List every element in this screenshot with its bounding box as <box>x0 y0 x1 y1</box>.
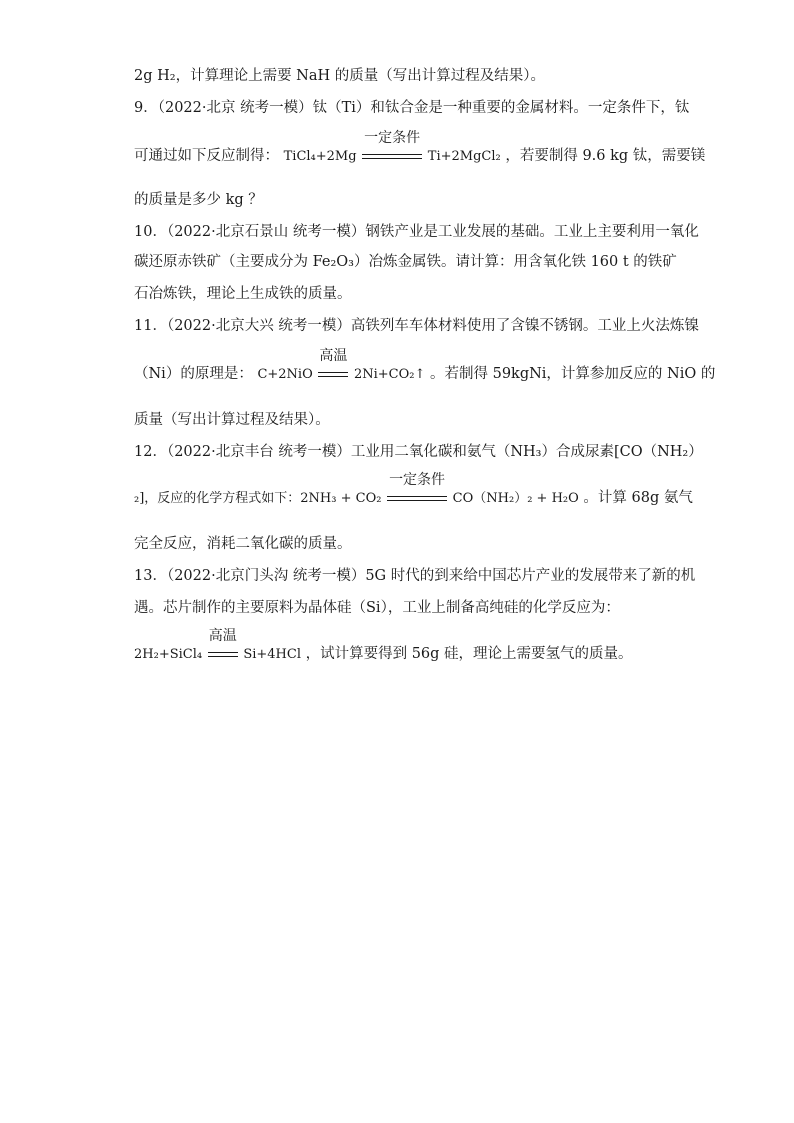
q13-equation-left: 2H₂+SiCl₄ <box>134 647 203 662</box>
q11-equation-left: C+2NiO <box>257 367 313 382</box>
q10-line-3 <box>134 284 674 304</box>
q8-tail: 2g H₂，计算理论上需要 NaH 的质量（写出计算过程及结果）。 <box>134 68 546 84</box>
q12-line-1 <box>134 442 703 462</box>
q12-text: 12．（2022·北京丰台 统考一模）工业用二氧化碳和氨气（NH₃）合成尿素[CO（NH₂） <box>134 444 703 460</box>
q12-text-end: 完全反应，消耗二氧化碳的质量。 <box>134 536 352 552</box>
q9-line-2 <box>134 130 706 167</box>
q13-text: 13．（2022·北京门头沟 统考一模）5G 时代的到来给中国芯片产业的发展带来了新的机 <box>134 568 696 584</box>
q9-condition: 一定条件 <box>364 130 421 146</box>
q12-equation-right: CO（NH₂）₂ + H₂O <box>452 491 579 506</box>
q10-text-3: 石冶炼铁，理论上生成铁的质量。 <box>134 286 352 302</box>
q13-text-2: 遇。芯片制作的主要原料为晶体硅（Si），工业上制备高纯硅的化学反应为： <box>134 600 620 616</box>
q11-line-2 <box>134 348 716 385</box>
q9-reaction-arrow <box>362 130 422 166</box>
q13-line-3 <box>134 628 674 665</box>
q10-line-2 <box>134 252 677 272</box>
q10-text: 10．（2022·北京石景山 统考一模）钢铁产业是工业发展的基础。工业上主要利用一氧化 <box>134 224 699 240</box>
q10-line-1 <box>134 222 699 242</box>
q9-line-1 <box>134 98 690 118</box>
q12-line-2 <box>134 472 693 509</box>
q10-text-2: 碳还原赤铁矿（主要成分为 Fe₂O₃）冶炼金属铁。请计算：用含氧化铁 160 t 的铁矿 <box>134 254 677 270</box>
q13-condition: 高温 <box>208 628 237 644</box>
q12-text-post: 。计算 68g 氨气 <box>583 490 693 506</box>
q11-text: 11．（2022·北京大兴 统考一模）高铁列车车体材料使用了含镍不锈钢。工业上火法炼镍 <box>134 318 699 334</box>
q11-condition: 高温 <box>319 348 348 364</box>
q11-text-pre: （Ni）的原理是： <box>134 366 253 382</box>
text-line <box>134 66 674 86</box>
q12-text-pre: ₂]，反应的化学方程式如下：2NH₃ + CO₂ <box>134 491 382 506</box>
q9-equation-left: TiCl₄+2Mg <box>283 149 357 164</box>
equals-bar <box>318 372 348 377</box>
q13-reaction-arrow <box>208 628 238 664</box>
q12-condition: 一定条件 <box>389 472 446 488</box>
q9-equation-right: Ti+2MgCl₂ <box>427 149 501 164</box>
q11-text-end: 质量（写出计算过程及结果）。 <box>134 412 330 428</box>
q11-line-1 <box>134 316 699 336</box>
q11-reaction-arrow <box>318 348 348 384</box>
q13-line-1 <box>134 566 696 586</box>
q11-equation-right: 2Ni+CO₂↑ <box>353 367 426 382</box>
q9-text-post: ，若要制得 9.6 kg 钛，需要镁 <box>505 148 706 164</box>
q9-text: 9．（2022·北京 统考一模）钛（Ti）和钛合金是一种重要的金属材料。一定条件下，钛 <box>134 100 690 116</box>
q11-line-3 <box>134 410 674 430</box>
q13-equation-right: Si+4HCl <box>243 647 301 662</box>
q13-text-post: ，试计算要得到 56g 硅，理论上需要氢气的质量。 <box>305 646 633 662</box>
equals-bar <box>362 154 422 159</box>
q12-reaction-arrow <box>387 472 447 508</box>
q9-line-3 <box>134 190 674 210</box>
q9-text-end: 的质量是多少 kg ？ <box>134 192 263 208</box>
equals-bar <box>387 496 447 501</box>
q12-line-3 <box>134 534 674 554</box>
q13-line-2 <box>134 598 674 618</box>
q9-text-pre: 可通过如下反应制得： <box>134 148 279 164</box>
equals-bar <box>208 652 238 657</box>
q11-text-post: 。若制得 59kgNi，计算参加反应的 NiO 的 <box>429 366 716 382</box>
